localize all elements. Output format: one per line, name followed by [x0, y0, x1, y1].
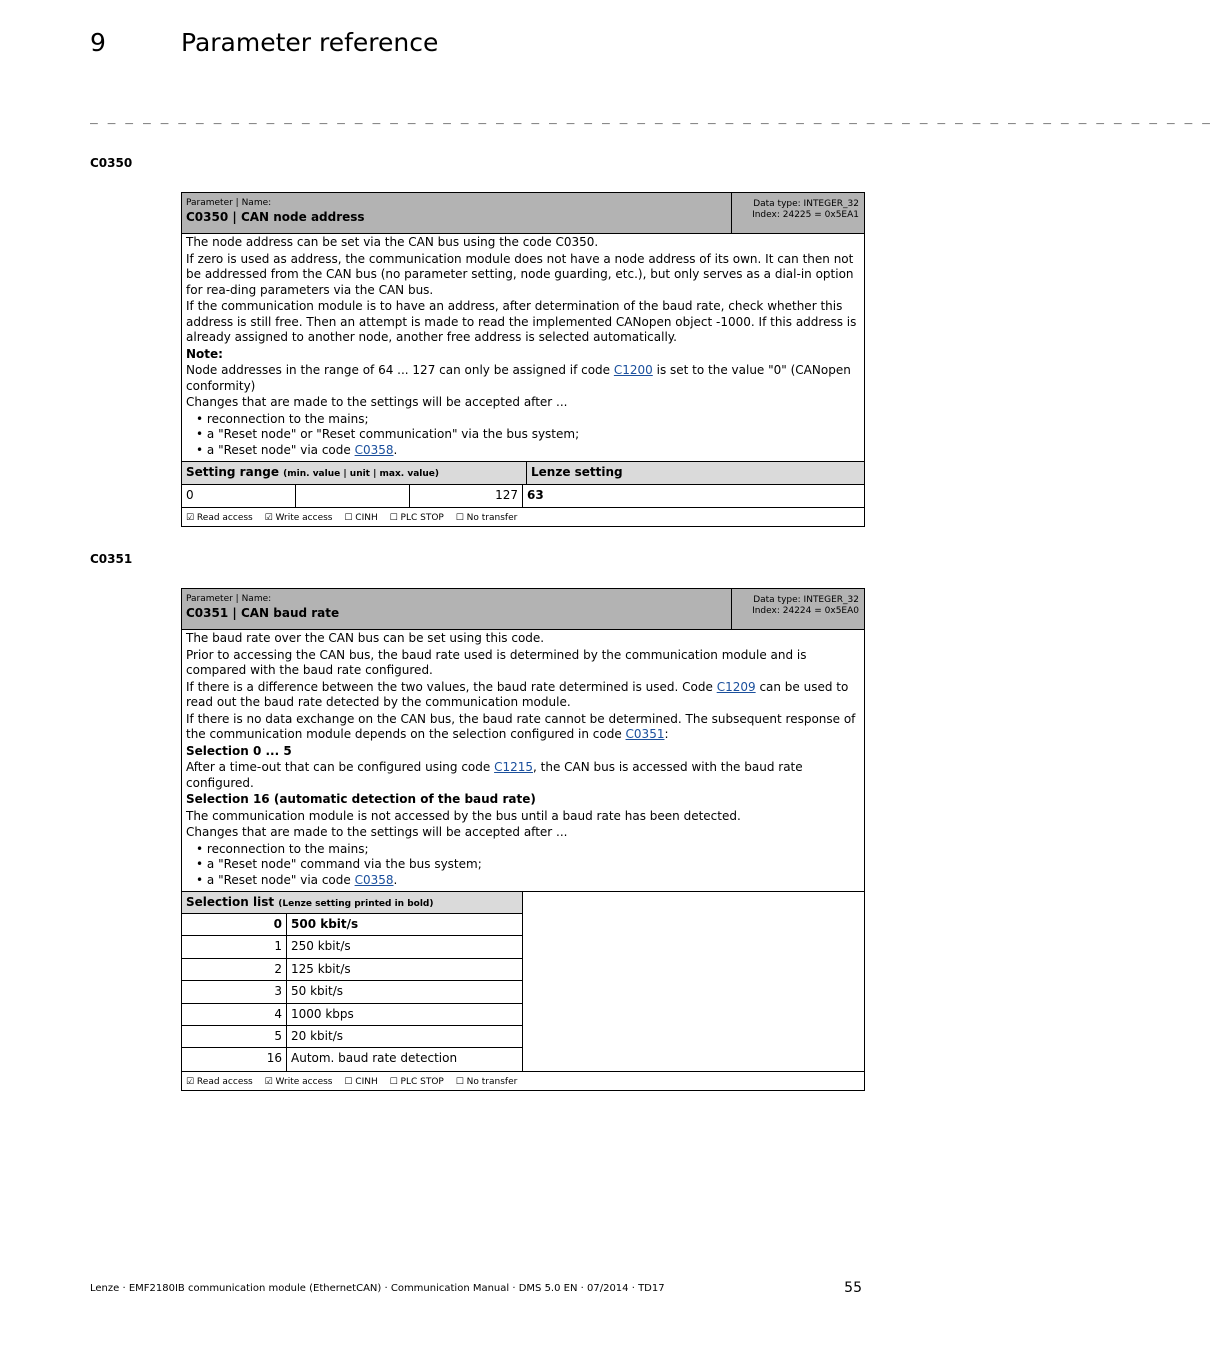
setting-range-row [182, 484, 864, 507]
table-row: 4 1000 kbps [182, 1004, 522, 1026]
lenze-setting-label: Lenze setting [531, 465, 623, 479]
data-type: Data type: INTEGER_32 [753, 199, 859, 209]
write-access-checkbox: ☑ Write access [264, 1076, 333, 1087]
desc-text: If there is no data exchange on the CAN bus, the baud rate cannot be determined. The subsequent response of the communication module depends on the selection configured in code C0351: [186, 711, 856, 741]
link-c0358[interactable]: C0358 [354, 872, 394, 887]
setting-range-sub: (min. value | unit | max. value) [283, 469, 439, 479]
desc-text: After a time-out that can be configured using code C1215, the CAN bus is accessed with the baud rate configured. [186, 760, 803, 790]
selection-list-sub: (Lenze setting printed in bold) [278, 899, 434, 909]
chapter-title: Parameter reference [181, 28, 439, 57]
footer-text: Lenze · EMF2180IB communication module (EthernetCAN) · Communication Manual · DMS 5.0 EN · 07/2014 · TD17 [90, 1283, 665, 1294]
selection-16-label: Selection 16 (automatic detection of the baud rate) [186, 792, 536, 806]
table-row: 1 250 kbit/s [182, 936, 522, 958]
selection-list [182, 891, 864, 1071]
desc-text: Prior to accessing the CAN bus, the baud rate used is determined by the communication module and is compared with the baud rate configured. [186, 647, 807, 677]
desc-text: The communication module is not accessed by the bus until a baud rate has been detected. [186, 808, 741, 823]
param-index: Index: 24224 = 0x5EA0 [752, 606, 859, 616]
read-access-checkbox: ☑ Read access [186, 1076, 253, 1087]
empty-cell [523, 892, 864, 1071]
unit-value [296, 485, 410, 507]
plc-stop-checkbox: ☐ PLC STOP [389, 513, 444, 523]
param-description [182, 630, 864, 891]
param-label: Parameter | Name: [186, 594, 272, 604]
page-number: 55 [844, 1280, 862, 1296]
param-table-c0351 [181, 588, 865, 1091]
param-name: C0351 | CAN baud rate [186, 606, 340, 620]
list-item: • a "Reset node" via code C0358. [196, 873, 860, 889]
param-header [182, 589, 864, 630]
selection-list-header [182, 892, 522, 914]
desc-text: If the communication module is to have an address, after determination of the baud rate, check whether this address is still free. Then an attempt is made to read the implemented CANopen object -1000. If this address is already assigned to another node, another free address is selected automatically. [186, 299, 857, 344]
lenze-value: 63 [527, 488, 544, 502]
read-access-checkbox: ☑ Read access [186, 513, 253, 523]
min-value: 0 [182, 485, 296, 507]
list-item: • reconnection to the mains; [196, 412, 860, 428]
table-row: 0 500 kbit/s [182, 914, 522, 936]
link-c1209[interactable]: C1209 [716, 679, 756, 694]
note-text: Node addresses in the range of 64 ... 127 can only be assigned if code C1200 is set to the value "0" (CANopen conformity) [186, 363, 851, 393]
separator-line: _ _ _ _ _ _ _ _ _ _ _ _ _ _ _ _ _ _ _ _ _ _ _ _ _ _ _ _ _ _ _ _ _ _ _ _ _ _ _ _ _ _ _ _ _ _ _ _ _ _ _ _ _ _ _ _ _ _ _ _ _ _ _ _ [90, 110, 1211, 125]
selection-0-5-label: Selection 0 ... 5 [186, 743, 292, 758]
table-row: 16 Autom. baud rate detection [182, 1048, 522, 1070]
bullet-list [186, 842, 860, 889]
access-row [182, 1071, 864, 1090]
table-row: 2 125 kbit/s [182, 959, 522, 981]
cinh-checkbox: ☐ CINH [344, 513, 378, 523]
no-transfer-checkbox: ☐ No transfer [455, 513, 518, 523]
data-type: Data type: INTEGER_32 [753, 595, 859, 605]
param-index: Index: 24225 = 0x5EA1 [752, 210, 859, 220]
desc-text: The baud rate over the CAN bus can be set using this code. [186, 631, 545, 645]
no-transfer-checkbox: ☐ No transfer [455, 1076, 518, 1087]
desc-text: If zero is used as address, the communication module does not have a node address of its own. It can then not be addressed from the CAN bus (no parameter setting, node guarding, etc.), but only serves as a dial-in option for rea-ding parameters via the CAN bus. [186, 251, 854, 297]
section-heading-c0351: C0351 [90, 552, 133, 566]
param-label: Parameter | Name: [186, 198, 272, 208]
setting-range-label: Setting range [186, 465, 279, 479]
link-c0358[interactable]: C0358 [354, 442, 394, 457]
table-row: 3 50 kbit/s [182, 981, 522, 1003]
setting-range-header [182, 461, 864, 484]
section-heading-c0350: C0350 [90, 156, 133, 170]
list-item: • a "Reset node" or "Reset communication" via the bus system; [196, 427, 860, 443]
list-item: • a "Reset node" command via the bus system; [196, 857, 860, 873]
changes-text: Changes that are made to the settings will be accepted after ... [186, 395, 568, 409]
list-item: • reconnection to the mains; [196, 842, 860, 858]
access-row [182, 507, 864, 526]
max-value: 127 [410, 485, 523, 507]
bullet-list [186, 412, 860, 459]
param-header [182, 193, 864, 234]
chapter-number: 9 [90, 28, 106, 57]
link-c0351[interactable]: C0351 [625, 727, 665, 741]
list-item: • a "Reset node" via code C0358. [196, 443, 860, 459]
changes-text: Changes that are made to the settings will be accepted after ... [186, 825, 568, 839]
note-label: Note: [186, 346, 223, 361]
table-row: 5 20 kbit/s [182, 1026, 522, 1048]
plc-stop-checkbox: ☐ PLC STOP [389, 1076, 444, 1087]
write-access-checkbox: ☑ Write access [264, 513, 333, 523]
link-c1215[interactable]: C1215 [494, 760, 534, 774]
param-name: C0350 | CAN node address [186, 210, 365, 224]
desc-text: The node address can be set via the CAN bus using the code C0350. [186, 235, 599, 249]
desc-text: If there is a difference between the two values, the baud rate determined is used. Code C1209 can be used to read out the baud rate detected by the communication module. [186, 679, 849, 709]
param-table-c0350 [181, 192, 865, 527]
selection-list-label: Selection list [186, 895, 275, 909]
link-c1200[interactable]: C1200 [613, 363, 653, 377]
param-description [182, 234, 864, 461]
cinh-checkbox: ☐ CINH [344, 1076, 378, 1087]
